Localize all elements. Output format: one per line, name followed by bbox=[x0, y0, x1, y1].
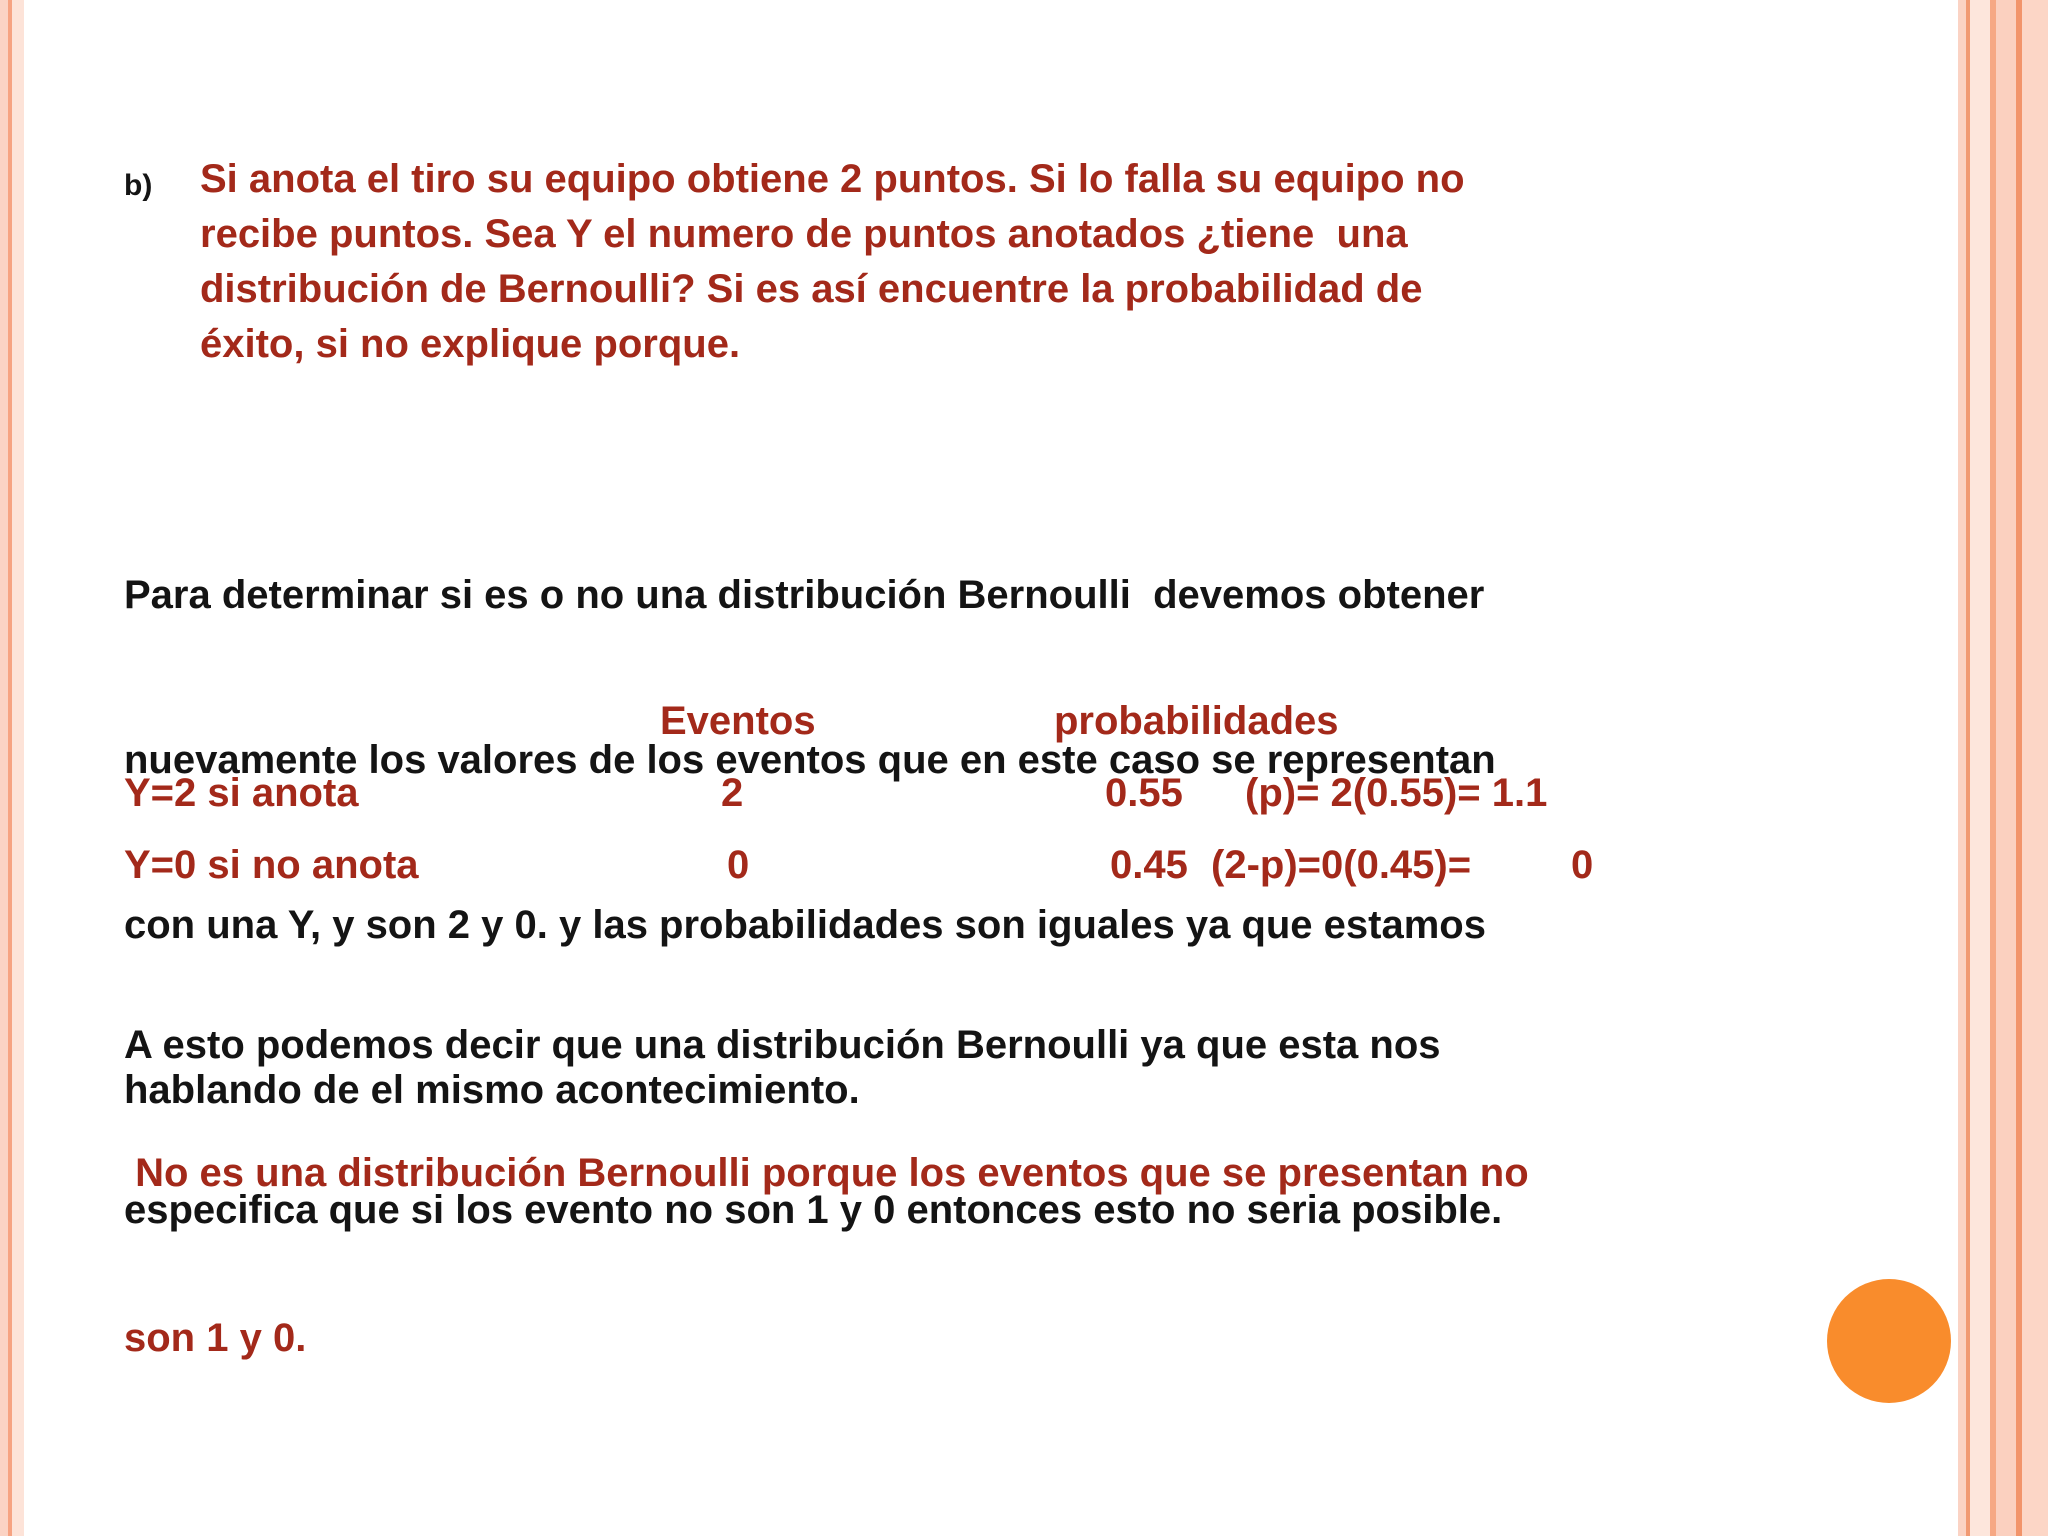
row-calculation: (p)= 2(0.55)= 1.1 bbox=[1245, 771, 1548, 815]
left-decorative-border bbox=[0, 0, 24, 1536]
row-event: 2 bbox=[721, 771, 744, 815]
right-decorative-band bbox=[1958, 0, 2048, 1536]
header-events: Eventos bbox=[660, 699, 816, 743]
intro-line: con una Y, y son 2 y 0. y las probabilidades son iguales ya que estamos bbox=[124, 903, 1486, 947]
row-label: Y=0 si no anota bbox=[124, 843, 419, 887]
header-probabilities: probabilidades bbox=[1054, 699, 1339, 743]
intro-line: hablando de el mismo acontecimiento. bbox=[124, 1068, 860, 1112]
row-probability: 0.55 bbox=[1105, 771, 1183, 815]
conclusion-line: especifica que si los evento no son 1 y 0 entonces esto no seria posible. bbox=[124, 1188, 1503, 1232]
row-calculation: (2-p)=0(0.45)= bbox=[1211, 843, 1472, 887]
question-text bbox=[200, 152, 1700, 372]
orange-circle-decoration bbox=[1827, 1279, 1951, 1403]
answer-line: No es una distribución Bernoulli porque los eventos que se presentan no bbox=[124, 1151, 1529, 1195]
question-line: Si anota el tiro su equipo obtiene 2 puntos. Si lo falla su equipo no bbox=[200, 157, 1465, 201]
answer-line: son 1 y 0. bbox=[124, 1316, 307, 1360]
question-label: b) bbox=[124, 169, 153, 202]
intro-line: Para determinar si es o no una distribución Bernoulli devemos obtener bbox=[124, 573, 1485, 617]
row-probability: 0.45 bbox=[1110, 843, 1188, 887]
intro-line: nuevamente los valores de los eventos que en este caso se representan bbox=[124, 738, 1496, 782]
question-line: distribución de Bernoulli? Si es así encuentre la probabilidad de bbox=[200, 267, 1423, 311]
row-event: 0 bbox=[727, 843, 750, 887]
question-line: recibe puntos. Sea Y el numero de puntos anotados ¿tiene una bbox=[200, 212, 1408, 256]
row-label: Y=2 si anota bbox=[124, 771, 359, 815]
row-result: 0 bbox=[1571, 843, 1594, 887]
conclusion-line: A esto podemos decir que una distribución Bernoulli ya que esta nos bbox=[124, 1023, 1441, 1067]
answer-paragraph bbox=[124, 1036, 1529, 1476]
question-line: éxito, si no explique porque. bbox=[200, 322, 741, 366]
